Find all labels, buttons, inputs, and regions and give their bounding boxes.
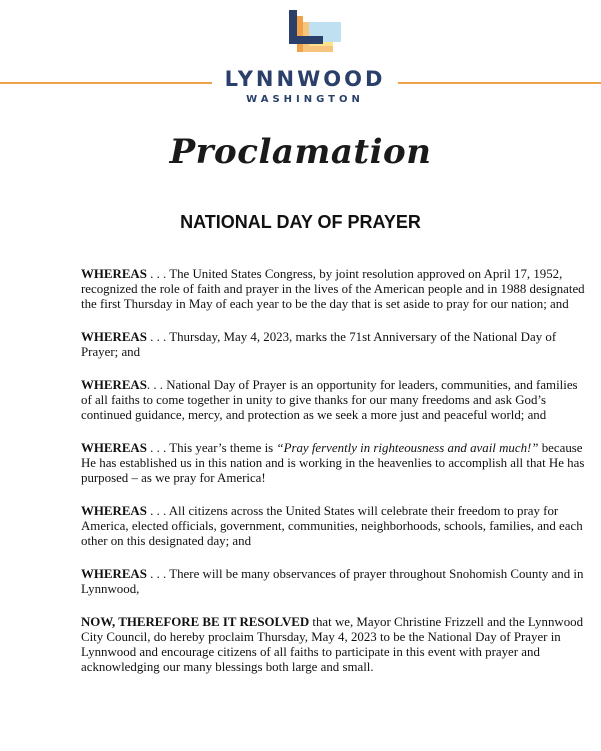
paragraph-lead: WHEREAS [81, 504, 147, 518]
city-name: LYNNWOOD [224, 67, 386, 91]
header-rule-left [0, 82, 212, 84]
paragraph-lead: WHEREAS [81, 267, 147, 281]
header-rule-right [398, 82, 601, 84]
paragraph-text: . . . National Day of Prayer is an opportunity for leaders, communities, and families of all faiths to come together in unity to give thanks for our many freedoms and ask God’s continued guidance, mercy, and protection as we seek a more just and peaceful world; and [81, 378, 578, 422]
whereas-paragraph-1 [81, 267, 586, 312]
paragraph-lead: WHEREAS [81, 378, 147, 392]
paragraph-text: . . . All citizens across the United States will celebrate their freedom to pray for America, elected officials, government, communities, neighborhoods, schools, families, and each other on this designated day; and [81, 504, 583, 548]
paragraph-text: that we, Mayor Christine Frizzell and the Lynnwood City Council, do hereby proclaim Thursday, May 4, 2023 to be the National Day of Prayer in Lynnwood and encourage citizens of all faiths to participate in this event with prayer and acknowledging our many blessings both large and small. [81, 615, 584, 674]
whereas-paragraph-5 [81, 504, 586, 549]
whereas-paragraph-3 [81, 378, 586, 423]
letterhead [0, 0, 601, 110]
paragraph-text: . . . This year’s theme is [146, 441, 277, 455]
paragraph-lead: WHEREAS [81, 441, 147, 455]
whereas-paragraph-4 [81, 441, 586, 486]
paragraph-lead: WHEREAS [81, 567, 147, 581]
whereas-paragraph-6 [81, 567, 586, 597]
proclamation-body [81, 267, 586, 693]
proclamation-heading: Proclamation [169, 132, 432, 172]
whereas-paragraph-2 [81, 330, 586, 360]
document-title: NATIONAL DAY OF PRAYER [180, 212, 421, 232]
state-name: WASHINGTON [246, 94, 364, 105]
resolution-paragraph [81, 615, 586, 675]
paragraph-text: . . . There will be many observances of prayer throughout Snohomish County and in Lynnwood, [81, 567, 584, 596]
lynnwood-logo-icon [289, 10, 341, 60]
paragraph-text: because He has established us in this nation and is working in the heavenlies to accomplish all that He has purposed – as we pray for America! [81, 441, 585, 485]
paragraph-lead: NOW, THEREFORE BE IT RESOLVED [81, 615, 310, 629]
paragraph-text: . . . Thursday, May 4, 2023, marks the 71st Anniversary of the National Day of Prayer; and [81, 330, 557, 359]
theme-quote: “Pray fervently in righteousness and avail much!” [276, 441, 539, 455]
paragraph-lead: WHEREAS [81, 330, 147, 344]
paragraph-text: . . . The United States Congress, by joint resolution approved on April 17, 1952, recognized the role of faith and prayer in the lives of the American people and in 1988 designated the first Thursday in May of each year to be the day that is set aside to pray for our nation; and [81, 267, 585, 311]
